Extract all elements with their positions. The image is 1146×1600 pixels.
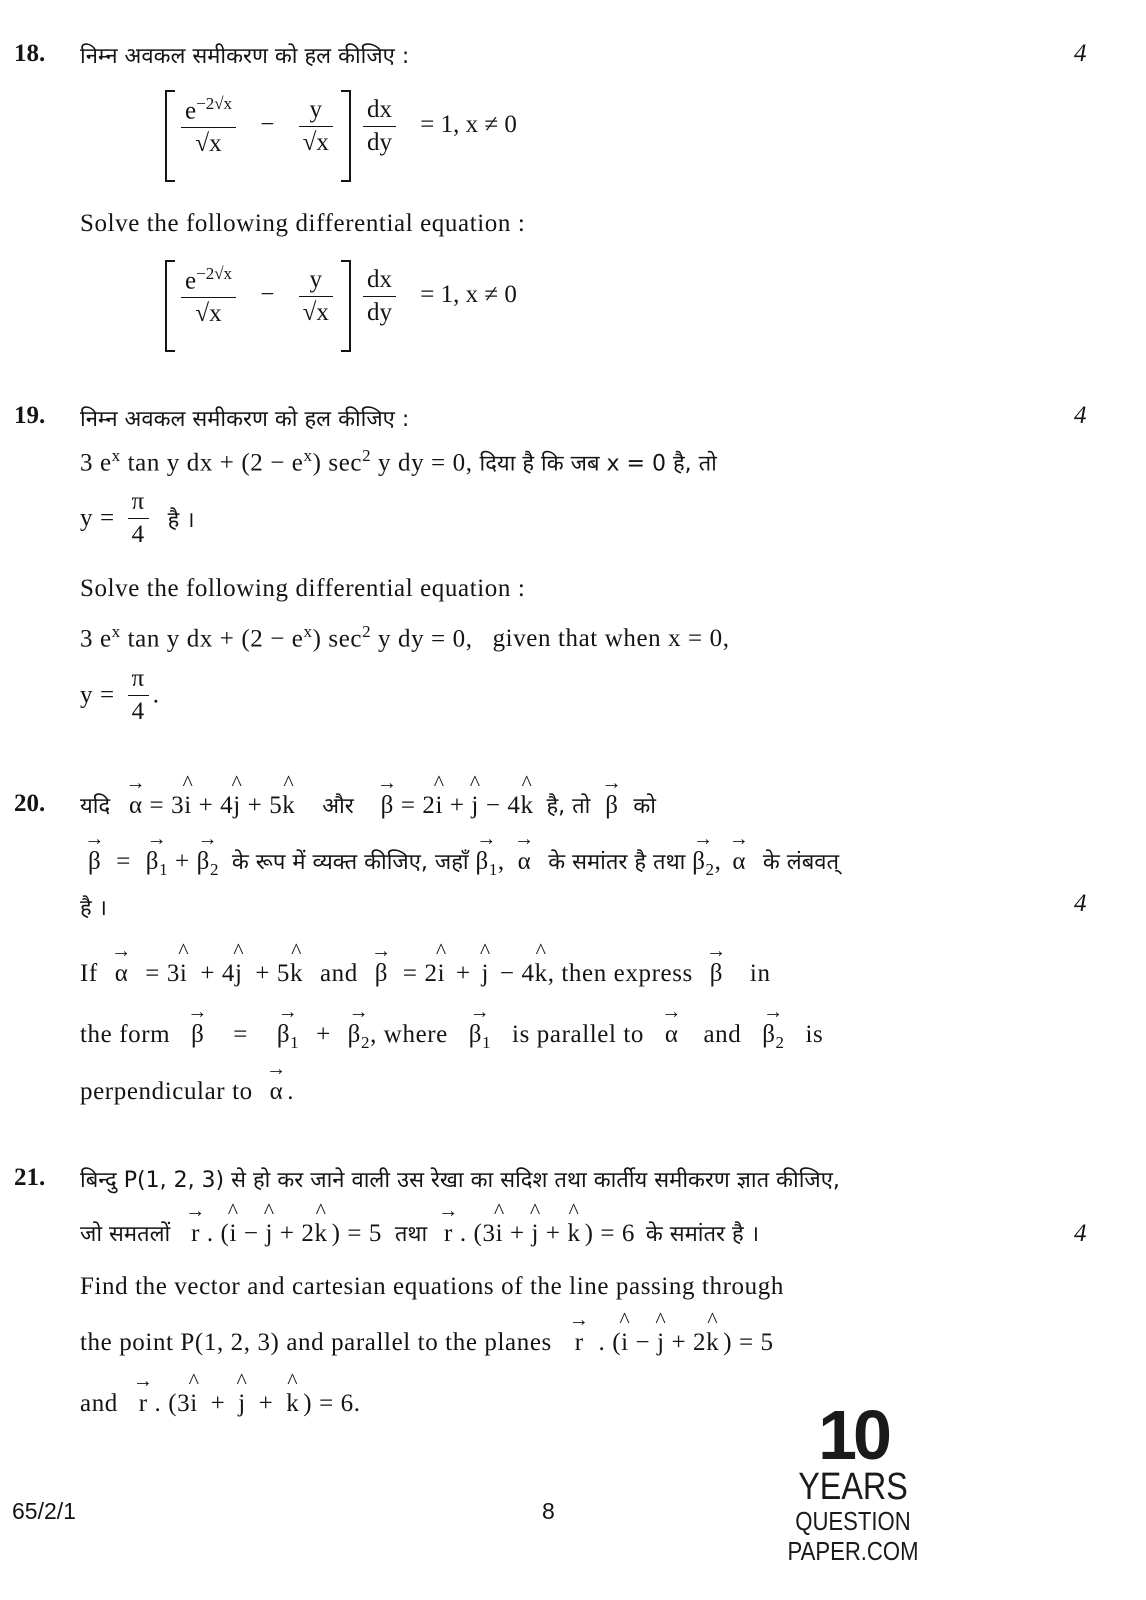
logo-site: QUESTION PAPER.COM [787, 1506, 919, 1566]
left-bracket [165, 90, 175, 182]
fraction-dxdy: $\frac{dx}{dy}$ [363, 266, 396, 327]
fraction-exp: $\frac{e^{-2√x}}{√x}$ [181, 264, 236, 328]
hindi-line-2: → β = → $\beta_1$ + → $\beta_2$ के रूप में व्यक्त कीजिए, जहाँ → $\beta_1$, → α के समांतर है तथा → $\beta_2$, → α के लंबवत् [80, 846, 839, 880]
english-prompt: Solve the following differential equation : [80, 575, 526, 602]
marks: 4 [1074, 40, 1087, 67]
left-bracket [165, 260, 175, 352]
question-number: 19. [14, 402, 46, 429]
hindi-initial-condition: y = $\frac{\pi}{4}$ है । [80, 488, 195, 548]
fraction-exp: $\frac{e^{-2√x}}{√x}$ [181, 94, 236, 158]
right-bracket [341, 90, 351, 182]
marks: 4 [1074, 402, 1087, 429]
english-line-3: and → r . (3^ i + ^ j + ^ k ) = 6. [80, 1390, 361, 1418]
fraction-dxdy: $\frac{dx}{dy}$ [363, 96, 396, 157]
question-number: 18. [14, 40, 46, 67]
hindi-line-1: यदि → α = 3^ i + 4^ j + 5^ k और → β = 2^ i + ^ j − 4^ k है, तो → β को [80, 790, 656, 820]
english-prompt: Solve the following differential equation : [80, 210, 526, 237]
english-line-2: the point P(1, 2, 3) and parallel to the planes → r . (^ i − ^ j + 2^ k ) = 5 [80, 1329, 774, 1357]
english-line-3: perpendicular to → α . [80, 1078, 294, 1106]
english-line-1: Find the vector and cartesian equations of the line passing through [80, 1273, 784, 1300]
fraction-y: $\frac{y}{√x}$ [299, 96, 333, 157]
watermark-logo [728, 1396, 978, 1566]
hindi-line-3: है । [80, 896, 108, 921]
hindi-line-1: बिन्दु P(1, 2, 3) से हो कर जाने वाली उस रेखा का सदिश तथा कार्तीय समीकरण ज्ञात कीजिए, [80, 1168, 840, 1193]
hindi-prompt: निम्न अवकल समीकरण को हल कीजिए : [80, 44, 410, 69]
marks: 4 [1074, 890, 1087, 917]
right-bracket [341, 260, 351, 352]
english-line-2: the form → β = → $\beta_1$ + → $\beta_2$, where → $\beta_1$ is parallel to → α and → $\beta_2$ is [80, 1021, 823, 1053]
english-line-1: If → α = 3^ i + 4^ j + 5^ k and → β = 2^ i + ^ j − 4^ k, then express → β in [80, 960, 771, 988]
question-number: 21. [14, 1164, 46, 1191]
fraction-y: $\frac{y}{√x}$ [299, 266, 333, 327]
english-equation-line: 3 $e^x$ tan y dx + $(2 - e^x)$ $\sec^2 y$ dy = 0, given that when x = 0, [80, 622, 730, 653]
hindi-line-2: जो समतलों → r . (^ i − ^ j + 2^ k ) = 5 तथा → r . (3^ i + ^ j + ^ k ) = 6 के समांतर है । [80, 1218, 759, 1248]
page-number: 8 [542, 1498, 555, 1524]
logo-years: YEARS [798, 1466, 908, 1508]
logo-number: 10 [818, 1396, 888, 1474]
english-initial-condition: y = $\frac{\pi}{4}$ . [80, 665, 160, 725]
exam-page: 18. 4 निम्न अवकल समीकरण को हल कीजिए : $\frac{e^{-2√x}}{√x}$ − $\frac{y}{√x}$ $\frac{dx}{dy}$ = 1, x ≠ 0 Solve the following differential equation : $\frac{e^{-2√x}}{√x}$ − $\frac{y}{√x}$ $\frac{dx}{dy}$ = 1, x ≠ 0 19. 4 निम्न अवकल समीकरण को हल कीजिए : 3 $e^x$ tan y dx + $(2 - e^x)$ $\sec^2 y$ dy = 0, दिया है कि जब x = 0 है, तो y = $\frac{\pi}{4}$ है । Solve the following differential equation : 3 $e^x$ tan y dx + $(2 - e^x)$ $\sec^2 y$ dy = 0, given that when x = 0, y = $\frac{\pi}{4}$ . 20. 4 यदि → α = 3^ i + 4^ j + 5^ k और → β = 2^ i + ^ j − 4^ k है, तो → β को → β = → $\beta_1$ + → $\beta_2$ के रूप में व्यक्त कीजिए, जहाँ → $\beta_1$, → α के समांतर है तथा → $\beta_2$, → α के लंबवत् है । If → α = 3^ i + 4^ j + 5^ k and → β = 2^ i + ^ j − 4^ k, then express → β in the form → β = → $\beta_1$ + → $\beta_2$, where → $\beta_1$ is parallel to → α and → $\beta_2$ is perpendicular to → α . 21. 4 बिन्दु P(1, 2, 3) से हो कर जाने वाली उस रेखा का सदिश तथा कार्तीय समीकरण ज्ञात कीजिए, जो समतलों → r . (^ i − ^ j + 2^ k ) = 5 तथा → r . (3^ i + ^ j + ^ k ) = 6 के समांतर है । Find the vector and cartesian equations of the line passing through the point P(1, 2, 3) and parallel to the planes → r . (^ i − ^ j + 2^ k ) = 5 and → r . (3^ i + ^ j + ^ k ) = 6. 65/2/1 8 10 YEARS QUESTION PAPER.COM [0, 0, 1146, 1600]
hindi-prompt: निम्न अवकल समीकरण को हल कीजिए : [80, 407, 410, 432]
paper-code: 65/2/1 [12, 1498, 76, 1524]
question-number: 20. [14, 790, 46, 817]
hindi-equation-line: 3 $e^x$ tan y dx + $(2 - e^x)$ $\sec^2 y$ dy = 0, दिया है कि जब x = 0 है, तो [80, 446, 717, 477]
marks: 4 [1074, 1220, 1087, 1247]
